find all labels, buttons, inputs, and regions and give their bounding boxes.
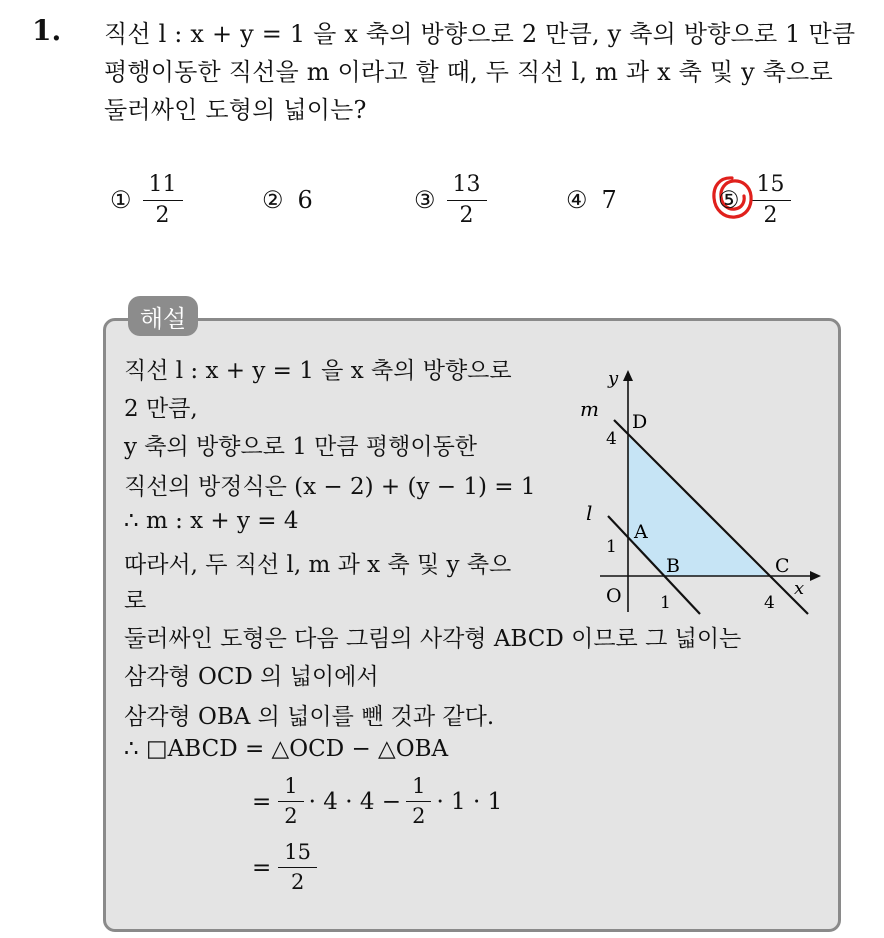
choice-1-numerator: 11 [148, 171, 177, 197]
choice-4[interactable] [566, 168, 617, 232]
solution-line-5: ∴ m : x + y = 4 [124, 508, 299, 534]
choice-2-value: 6 [297, 186, 313, 214]
solution-line-1: 직선 l : x + y = 1 을 x 축의 방향으로 [124, 358, 512, 384]
eq2-f2-num: 1 [412, 774, 426, 798]
eq2-tail: · 1 · 1 [436, 788, 503, 815]
solution-line-3: y 축의 방향으로 1 만큼 평행이동한 [124, 434, 478, 460]
y-tick-4: 4 [606, 429, 617, 449]
choice-5-denominator: 2 [751, 200, 791, 227]
solution-line-10: 삼각형 OBA 의 넓이를 뺀 것과 같다. [124, 704, 495, 730]
eq3-equals: = [252, 854, 272, 881]
point-b-label: B [666, 555, 680, 577]
choice-5-fraction [754, 171, 788, 228]
choice-2-mark: ② [262, 186, 284, 214]
choice-1[interactable] [110, 168, 180, 232]
origin-label: O [606, 585, 622, 607]
solution-line-9: 삼각형 OCD 의 넓이에서 [124, 664, 379, 690]
choice-3-denominator: 2 [447, 200, 487, 227]
equation-step-2 [252, 776, 502, 827]
line-l-label: l [586, 501, 593, 525]
eq2-fraction-1 [281, 776, 300, 827]
eq3-den: 2 [278, 867, 317, 893]
question-line-1: 직선 l : x + y = 1 을 x 축의 방향으로 2 만큼, y 축의 방향으로 1 만큼 [104, 20, 856, 48]
choice-5-mark-wrap [718, 186, 740, 214]
choice-1-fraction [146, 171, 180, 228]
choice-5-mark: ⑤ [718, 186, 740, 214]
x-axis-label: x [794, 578, 805, 599]
solution-line-8: 둘러싸인 도형은 다음 그림의 사각형 ABCD 이므로 그 넓이는 [124, 626, 742, 652]
choice-1-denominator: 2 [143, 200, 183, 227]
solution-line-6: 따라서, 두 직선 l, m 과 x 축 및 y 축으 [124, 552, 512, 578]
choice-3-numerator: 13 [452, 171, 481, 197]
answer-choices [0, 168, 884, 232]
eq3-fraction [281, 842, 314, 893]
solution-line-2: 2 만큼, [124, 396, 198, 422]
y-tick-1: 1 [606, 537, 617, 557]
choice-5[interactable] [718, 168, 788, 232]
choice-3-mark: ③ [414, 186, 436, 214]
y-axis-arrow [623, 370, 633, 381]
point-d-label: D [632, 411, 648, 433]
choice-1-mark: ① [110, 186, 132, 214]
eq2-f2-den: 2 [406, 801, 431, 827]
question-line-2: 평행이동한 직선을 m 이라고 할 때, 두 직선 l, m 과 x 축 및 y 축으로 [104, 58, 833, 86]
choice-2[interactable] [262, 168, 313, 232]
point-a-label: A [634, 521, 648, 543]
eq2-f1-den: 2 [278, 801, 303, 827]
eq2-fraction-2 [409, 776, 428, 827]
choice-3[interactable] [414, 168, 484, 232]
choice-5-numerator: 15 [756, 171, 785, 197]
solution-tag: 해설 [128, 296, 198, 336]
x-tick-4: 4 [764, 593, 775, 613]
choice-4-value: 7 [601, 186, 617, 214]
line-m-label: m [580, 397, 599, 421]
coordinate-graph [578, 362, 824, 616]
solution-line-7: 로 [124, 588, 147, 614]
solution-line-4: 직선의 방정식은 (x − 2) + (y − 1) = 1 [124, 474, 536, 500]
y-axis-label: y [608, 368, 619, 389]
question-line-3: 둘러싸인 도형의 넓이는? [104, 96, 367, 124]
eq2-middle: · 4 · 4 − [308, 788, 402, 815]
shaded-region-abcd [628, 436, 768, 576]
point-c-label: C [775, 555, 790, 577]
x-tick-1: 1 [660, 593, 671, 613]
question-number: 1. [32, 14, 62, 47]
eq3-num: 15 [284, 840, 312, 864]
choice-4-mark: ④ [566, 186, 588, 214]
choice-3-fraction [450, 171, 484, 228]
eq2-f1-num: 1 [284, 774, 298, 798]
eq2-equals: = [252, 788, 272, 815]
x-axis-arrow [810, 571, 821, 581]
equation-step-3 [252, 842, 316, 893]
solution-line-11: ∴ □ABCD = △OCD − △OBA [124, 736, 449, 762]
